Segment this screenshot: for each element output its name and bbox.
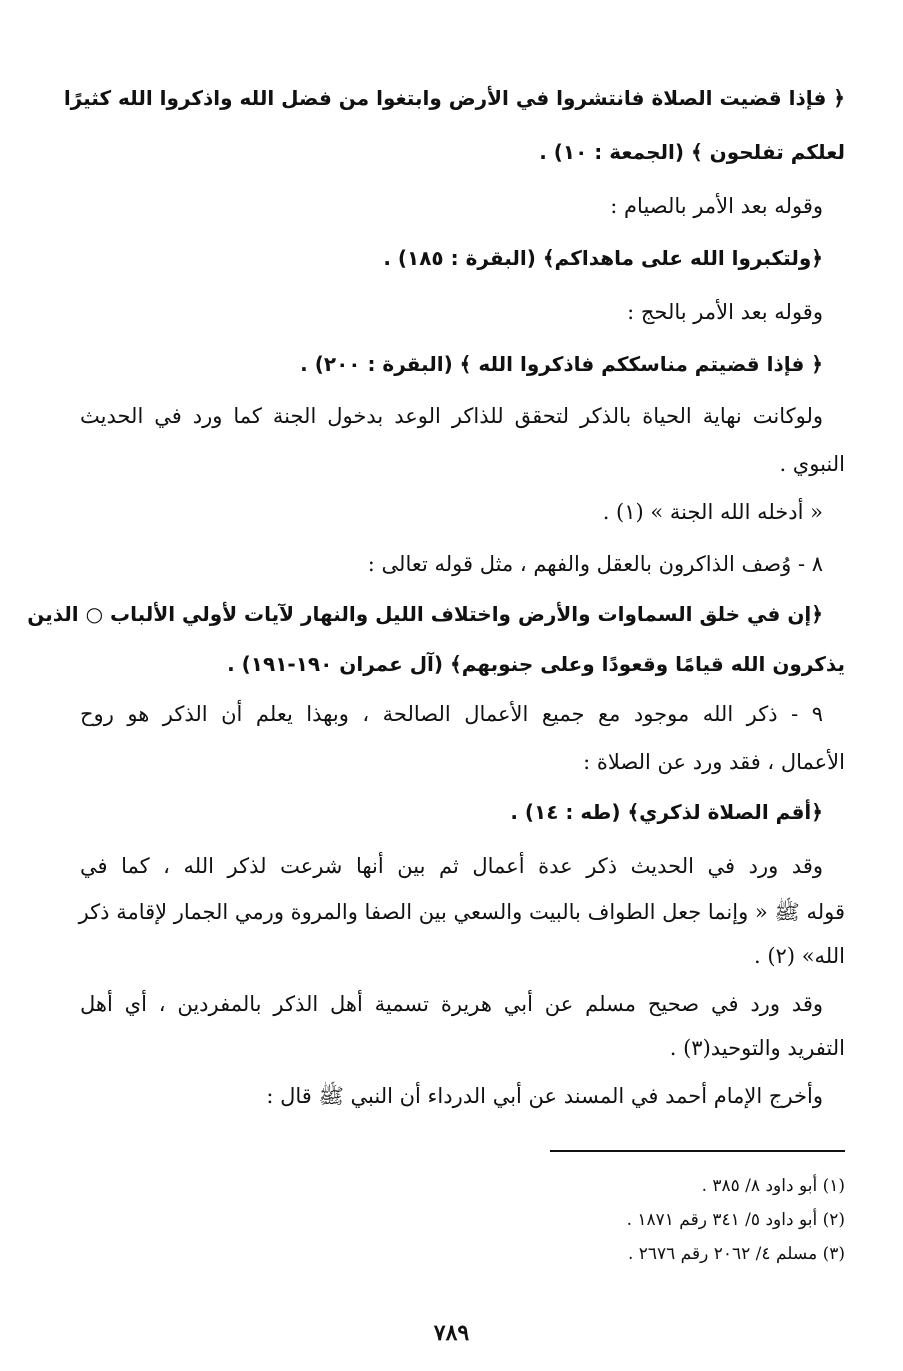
- text-line: قوله ﷺ « وإنما جعل الطواف بالبيت والسعي بين الصفا والمروة ورمي الجمار لإقامة ذكر: [78, 900, 845, 924]
- quran-verse-line: لعلكم تفلحون ﴾ (الجمعة : ١٠) .: [539, 140, 845, 164]
- text-line: وقوله بعد الأمر بالصيام :: [610, 194, 823, 218]
- text-line: الأعمال ، فقد ورد عن الصلاة :: [583, 750, 845, 774]
- text-line: ٩ - ذكر الله موجود مع جميع الأعمال الصالحة ، وبهذا يعلم أن الذكر هو روح: [80, 702, 823, 726]
- footnote: (٣) مسلم ٤/ ٢٠٦٢ رقم ٢٦٧٦ .: [627, 1244, 845, 1264]
- footnote-separator: [550, 1150, 845, 1152]
- quran-verse-line: ﴿ فإذا قضيتم مناسككم فاذكروا الله ﴾ (البقرة : ٢٠٠) .: [300, 352, 823, 376]
- text-line: وأخرج الإمام أحمد في المسند عن أبي الدرداء أن النبي ﷺ قال :: [266, 1084, 823, 1108]
- quran-verse-line: ﴿ فإذا قضيت الصلاة فانتشروا في الأرض وابتغوا من فضل الله واذكروا الله كثيرًا: [63, 86, 845, 110]
- footnote: (٢) أبو داود ٥/ ٣٤١ رقم ١٨٧١ .: [626, 1210, 845, 1230]
- text-line: وقد ورد في صحيح مسلم عن أبي هريرة تسمية أهل الذكر بالمفردين ، أي أهل: [80, 992, 823, 1016]
- quran-verse-line: ﴿إن في خلق السماوات والأرض واختلاف الليل والنهار لآيات لأولي الألباب ○ الذين: [27, 602, 823, 626]
- quran-verse-line: ﴿ولتكبروا الله على ماهداكم﴾ (البقرة : ١٨٥) .: [383, 246, 823, 270]
- text-line: النبوي .: [779, 452, 845, 476]
- text-line: وقوله بعد الأمر بالحج :: [627, 300, 823, 324]
- text-line: ٨ - وُصف الذاكرون بالعقل والفهم ، مثل قوله تعالى :: [367, 552, 823, 576]
- text-line: وقد ورد في الحديث ذكر عدة أعمال ثم بين أنها شرعت لذكر الله ، كما في: [80, 854, 823, 878]
- page-number: ٧٨٩: [433, 1320, 470, 1346]
- footnote: (١) أبو داود ٨/ ٣٨٥ .: [701, 1176, 845, 1196]
- text-line: ولوكانت نهاية الحياة بالذكر لتحقق للذاكر الوعد بدخول الجنة كما ورد في الحديث: [80, 404, 823, 428]
- text-line: « أدخله الله الجنة » (١) .: [602, 500, 823, 524]
- quran-verse-line: يذكرون الله قيامًا وقعودًا وعلى جنوبهم﴾ (آل عمران ١٩٠-١٩١) .: [227, 652, 845, 676]
- text-line: التفريد والتوحيد(٣) .: [669, 1036, 845, 1060]
- text-line: الله» (٢) .: [754, 944, 845, 968]
- quran-verse-line: ﴿أقم الصلاة لذكري﴾ (طه : ١٤) .: [510, 800, 823, 824]
